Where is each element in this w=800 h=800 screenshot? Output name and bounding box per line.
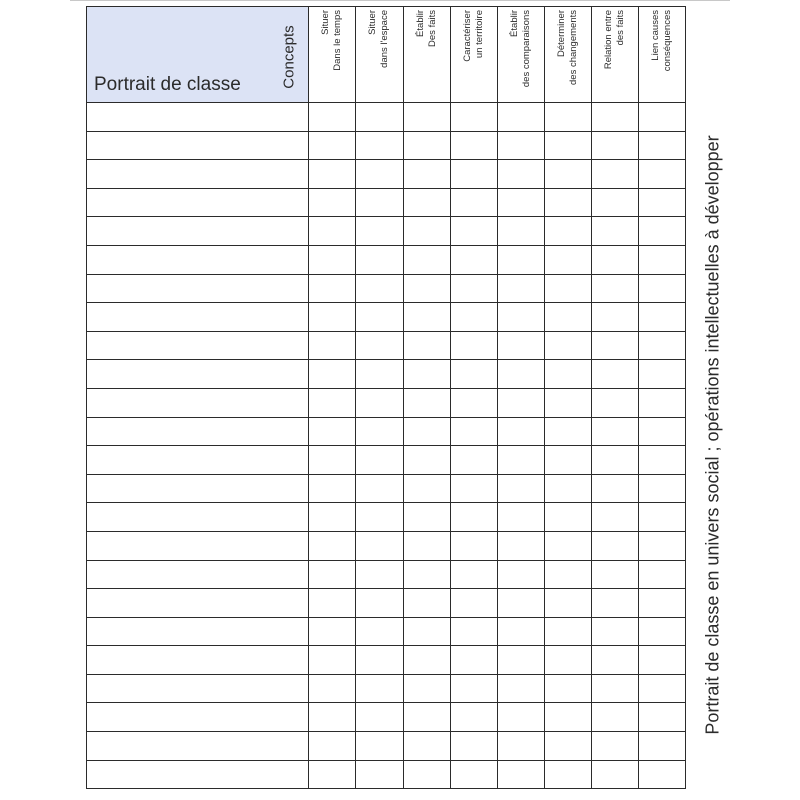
table-row bbox=[87, 360, 686, 389]
concept-cell[interactable] bbox=[591, 388, 638, 417]
concept-cell[interactable] bbox=[544, 503, 591, 532]
table-row bbox=[87, 760, 686, 789]
concept-cell[interactable] bbox=[450, 560, 497, 589]
concept-cell[interactable] bbox=[356, 474, 403, 503]
concept-cell[interactable] bbox=[309, 446, 356, 475]
concept-cell[interactable] bbox=[309, 732, 356, 761]
concept-cell[interactable] bbox=[403, 531, 450, 560]
concept-cell[interactable] bbox=[591, 703, 638, 732]
table-row bbox=[87, 732, 686, 761]
concept-cell[interactable] bbox=[497, 245, 544, 274]
student-name-cell[interactable] bbox=[87, 303, 309, 332]
student-name-cell[interactable] bbox=[87, 617, 309, 646]
concept-cell[interactable] bbox=[591, 188, 638, 217]
concept-cell[interactable] bbox=[638, 703, 685, 732]
concept-cell[interactable] bbox=[450, 503, 497, 532]
concept-cell[interactable] bbox=[591, 617, 638, 646]
concept-cell[interactable] bbox=[403, 617, 450, 646]
concept-cell[interactable] bbox=[497, 589, 544, 618]
concept-cell[interactable] bbox=[497, 417, 544, 446]
concept-cell[interactable] bbox=[497, 360, 544, 389]
concept-cell[interactable] bbox=[638, 103, 685, 132]
concept-cell[interactable] bbox=[309, 703, 356, 732]
concept-cell[interactable] bbox=[591, 646, 638, 675]
concept-cell[interactable] bbox=[544, 388, 591, 417]
column-header: Situer dans l'espace bbox=[356, 7, 403, 103]
table-body bbox=[87, 103, 686, 789]
concept-cell[interactable] bbox=[309, 417, 356, 446]
concept-cell[interactable] bbox=[309, 103, 356, 132]
concept-cell[interactable] bbox=[403, 360, 450, 389]
column-header: Situer Dans le temps bbox=[309, 7, 356, 103]
concept-cell[interactable] bbox=[591, 503, 638, 532]
concept-cell[interactable] bbox=[356, 417, 403, 446]
concept-cell[interactable] bbox=[591, 360, 638, 389]
concept-cell[interactable] bbox=[638, 732, 685, 761]
concept-cell[interactable] bbox=[638, 474, 685, 503]
table-row bbox=[87, 160, 686, 189]
concept-cell[interactable] bbox=[450, 274, 497, 303]
concept-cell[interactable] bbox=[497, 160, 544, 189]
concept-cell[interactable] bbox=[638, 160, 685, 189]
concept-cell[interactable] bbox=[497, 446, 544, 475]
student-name-cell[interactable] bbox=[87, 274, 309, 303]
concept-cell[interactable] bbox=[638, 560, 685, 589]
concept-cell[interactable] bbox=[309, 674, 356, 703]
table-row bbox=[87, 103, 686, 132]
concept-cell[interactable] bbox=[638, 674, 685, 703]
table-row bbox=[87, 503, 686, 532]
table-row bbox=[87, 446, 686, 475]
concept-cell[interactable] bbox=[544, 274, 591, 303]
concept-cell[interactable] bbox=[591, 732, 638, 761]
concept-cell[interactable] bbox=[497, 760, 544, 789]
student-name-cell[interactable] bbox=[87, 103, 309, 132]
table-row bbox=[87, 531, 686, 560]
concept-cell[interactable] bbox=[309, 245, 356, 274]
student-name-cell[interactable] bbox=[87, 360, 309, 389]
table-row bbox=[87, 274, 686, 303]
concept-cell[interactable] bbox=[497, 646, 544, 675]
concept-cell[interactable] bbox=[638, 131, 685, 160]
concept-cell[interactable] bbox=[403, 245, 450, 274]
concept-cell[interactable] bbox=[638, 417, 685, 446]
student-name-cell[interactable] bbox=[87, 760, 309, 789]
class-portrait-sheet bbox=[86, 6, 686, 789]
concept-cell[interactable] bbox=[450, 188, 497, 217]
concept-cell[interactable] bbox=[544, 131, 591, 160]
concept-cell[interactable] bbox=[356, 646, 403, 675]
concept-cell[interactable] bbox=[638, 646, 685, 675]
concept-cell[interactable] bbox=[591, 245, 638, 274]
concept-cell[interactable] bbox=[544, 103, 591, 132]
concept-cell[interactable] bbox=[356, 503, 403, 532]
top-rule bbox=[70, 0, 730, 1]
concept-cell[interactable] bbox=[403, 760, 450, 789]
concept-cell[interactable] bbox=[309, 388, 356, 417]
table-row bbox=[87, 131, 686, 160]
concept-cell[interactable] bbox=[450, 417, 497, 446]
concept-cell[interactable] bbox=[450, 732, 497, 761]
concept-cell[interactable] bbox=[403, 131, 450, 160]
concept-cell[interactable] bbox=[497, 217, 544, 246]
concept-cell[interactable] bbox=[544, 474, 591, 503]
concept-cell[interactable] bbox=[309, 217, 356, 246]
concept-cell[interactable] bbox=[638, 503, 685, 532]
concept-cell[interactable] bbox=[544, 531, 591, 560]
concept-cell[interactable] bbox=[403, 417, 450, 446]
concept-cell[interactable] bbox=[403, 160, 450, 189]
concepts-label: Concepts bbox=[280, 25, 298, 89]
concept-cell[interactable] bbox=[309, 331, 356, 360]
title-header-cell bbox=[87, 7, 309, 103]
concept-cell[interactable] bbox=[450, 531, 497, 560]
concept-cell[interactable] bbox=[591, 674, 638, 703]
concept-cell[interactable] bbox=[356, 245, 403, 274]
concept-cell[interactable] bbox=[450, 446, 497, 475]
concept-cell[interactable] bbox=[497, 674, 544, 703]
concept-cell[interactable] bbox=[356, 303, 403, 332]
concept-cell[interactable] bbox=[544, 560, 591, 589]
student-name-cell[interactable] bbox=[87, 531, 309, 560]
concept-cell[interactable] bbox=[497, 531, 544, 560]
concept-cell[interactable] bbox=[497, 560, 544, 589]
concept-cell[interactable] bbox=[356, 388, 403, 417]
concept-cell[interactable] bbox=[497, 303, 544, 332]
concept-cell[interactable] bbox=[544, 674, 591, 703]
concept-cell[interactable] bbox=[450, 474, 497, 503]
concept-cell[interactable] bbox=[403, 103, 450, 132]
concept-cell[interactable] bbox=[544, 732, 591, 761]
student-name-cell[interactable] bbox=[87, 388, 309, 417]
side-caption: Portrait de classe en univers social ; opérations intellectuelles à développer bbox=[702, 135, 723, 735]
concept-cell[interactable] bbox=[450, 303, 497, 332]
concept-cell[interactable] bbox=[638, 245, 685, 274]
class-portrait-table bbox=[86, 6, 686, 789]
student-name-cell[interactable] bbox=[87, 245, 309, 274]
student-name-cell[interactable] bbox=[87, 674, 309, 703]
concept-cell[interactable] bbox=[450, 331, 497, 360]
concept-cell[interactable] bbox=[356, 131, 403, 160]
table-row bbox=[87, 388, 686, 417]
student-name-cell[interactable] bbox=[87, 331, 309, 360]
concept-cell[interactable] bbox=[591, 131, 638, 160]
concept-cell[interactable] bbox=[356, 531, 403, 560]
concept-cell[interactable] bbox=[403, 703, 450, 732]
concept-cell[interactable] bbox=[450, 760, 497, 789]
concept-cell[interactable] bbox=[497, 617, 544, 646]
concept-cell[interactable] bbox=[638, 303, 685, 332]
column-header: Lien causes conséquences bbox=[638, 7, 685, 103]
concept-cell[interactable] bbox=[356, 732, 403, 761]
table-row bbox=[87, 303, 686, 332]
column-header: Relation entre des faits bbox=[591, 7, 638, 103]
concept-cell[interactable] bbox=[309, 131, 356, 160]
table-row bbox=[87, 617, 686, 646]
student-name-cell[interactable] bbox=[87, 732, 309, 761]
concept-cell[interactable] bbox=[544, 646, 591, 675]
concept-cell[interactable] bbox=[450, 388, 497, 417]
header-row bbox=[87, 7, 686, 103]
concept-cell[interactable] bbox=[356, 331, 403, 360]
concept-cell[interactable] bbox=[638, 446, 685, 475]
student-name-cell[interactable] bbox=[87, 474, 309, 503]
concept-cell[interactable] bbox=[356, 217, 403, 246]
student-name-cell[interactable] bbox=[87, 446, 309, 475]
student-name-cell[interactable] bbox=[87, 160, 309, 189]
student-name-cell[interactable] bbox=[87, 188, 309, 217]
concept-cell[interactable] bbox=[450, 360, 497, 389]
concept-cell[interactable] bbox=[450, 217, 497, 246]
concept-cell[interactable] bbox=[450, 617, 497, 646]
concept-cell[interactable] bbox=[544, 703, 591, 732]
student-name-cell[interactable] bbox=[87, 560, 309, 589]
concept-cell[interactable] bbox=[309, 589, 356, 618]
concept-cell[interactable] bbox=[591, 217, 638, 246]
concept-cell[interactable] bbox=[450, 245, 497, 274]
concept-cell[interactable] bbox=[497, 188, 544, 217]
concept-cell[interactable] bbox=[403, 646, 450, 675]
concept-cell[interactable] bbox=[591, 760, 638, 789]
concept-cell[interactable] bbox=[403, 388, 450, 417]
concept-cell[interactable] bbox=[544, 617, 591, 646]
student-name-cell[interactable] bbox=[87, 417, 309, 446]
concept-cell[interactable] bbox=[544, 760, 591, 789]
concept-cell[interactable] bbox=[497, 503, 544, 532]
concept-cell[interactable] bbox=[450, 103, 497, 132]
concept-cell[interactable] bbox=[638, 217, 685, 246]
concept-cell[interactable] bbox=[497, 388, 544, 417]
concept-cell[interactable] bbox=[591, 160, 638, 189]
concept-cell[interactable] bbox=[403, 188, 450, 217]
concept-cell[interactable] bbox=[544, 446, 591, 475]
student-name-cell[interactable] bbox=[87, 131, 309, 160]
concept-cell[interactable] bbox=[356, 360, 403, 389]
concept-cell[interactable] bbox=[403, 474, 450, 503]
table-row bbox=[87, 217, 686, 246]
concept-cell[interactable] bbox=[309, 760, 356, 789]
table-row bbox=[87, 474, 686, 503]
table-row bbox=[87, 703, 686, 732]
concept-cell[interactable] bbox=[309, 560, 356, 589]
concept-cell[interactable] bbox=[591, 474, 638, 503]
concept-cell[interactable] bbox=[591, 331, 638, 360]
column-header: Établir Des faits bbox=[403, 7, 450, 103]
concept-cell[interactable] bbox=[356, 160, 403, 189]
table-row bbox=[87, 560, 686, 589]
concept-cell[interactable] bbox=[638, 388, 685, 417]
student-name-cell[interactable] bbox=[87, 703, 309, 732]
concept-cell[interactable] bbox=[497, 274, 544, 303]
concept-cell[interactable] bbox=[544, 417, 591, 446]
concept-cell[interactable] bbox=[591, 560, 638, 589]
concept-cell[interactable] bbox=[638, 360, 685, 389]
column-header: Caractériser un territoire bbox=[450, 7, 497, 103]
concept-cell[interactable] bbox=[638, 331, 685, 360]
table-row bbox=[87, 331, 686, 360]
concept-cell[interactable] bbox=[356, 617, 403, 646]
concept-cell[interactable] bbox=[591, 274, 638, 303]
concept-cell[interactable] bbox=[638, 188, 685, 217]
concept-cell[interactable] bbox=[544, 331, 591, 360]
concept-cell[interactable] bbox=[638, 760, 685, 789]
concept-cell[interactable] bbox=[309, 474, 356, 503]
concept-cell[interactable] bbox=[544, 589, 591, 618]
concept-cell[interactable] bbox=[450, 646, 497, 675]
table-row bbox=[87, 674, 686, 703]
concept-cell[interactable] bbox=[591, 589, 638, 618]
concept-cell[interactable] bbox=[356, 760, 403, 789]
student-name-cell[interactable] bbox=[87, 503, 309, 532]
concept-cell[interactable] bbox=[403, 674, 450, 703]
concept-cell[interactable] bbox=[356, 703, 403, 732]
concept-cell[interactable] bbox=[638, 274, 685, 303]
student-name-cell[interactable] bbox=[87, 589, 309, 618]
concept-cell[interactable] bbox=[356, 674, 403, 703]
table-row bbox=[87, 589, 686, 618]
concept-cell[interactable] bbox=[403, 446, 450, 475]
concept-cell[interactable] bbox=[591, 417, 638, 446]
concept-cell[interactable] bbox=[356, 103, 403, 132]
concept-cell[interactable] bbox=[309, 274, 356, 303]
concept-cell[interactable] bbox=[356, 560, 403, 589]
concept-cell[interactable] bbox=[309, 188, 356, 217]
concept-cell[interactable] bbox=[544, 188, 591, 217]
concept-cell[interactable] bbox=[544, 303, 591, 332]
concept-cell[interactable] bbox=[544, 360, 591, 389]
concept-cell[interactable] bbox=[497, 474, 544, 503]
concept-cell[interactable] bbox=[403, 589, 450, 618]
student-name-cell[interactable] bbox=[87, 217, 309, 246]
concept-cell[interactable] bbox=[356, 446, 403, 475]
concept-cell[interactable] bbox=[544, 217, 591, 246]
concept-cell[interactable] bbox=[309, 503, 356, 532]
concept-cell[interactable] bbox=[356, 274, 403, 303]
column-header: Établir des comparaisons bbox=[497, 7, 544, 103]
concept-cell[interactable] bbox=[497, 103, 544, 132]
concept-cell[interactable] bbox=[356, 188, 403, 217]
concept-cell[interactable] bbox=[638, 589, 685, 618]
table-row bbox=[87, 417, 686, 446]
column-header: Déterminer des changements bbox=[544, 7, 591, 103]
table-row bbox=[87, 245, 686, 274]
concept-cell[interactable] bbox=[403, 303, 450, 332]
concept-cell[interactable] bbox=[591, 531, 638, 560]
concept-cell[interactable] bbox=[591, 303, 638, 332]
concept-cell[interactable] bbox=[544, 245, 591, 274]
concept-cell[interactable] bbox=[309, 303, 356, 332]
concept-cell[interactable] bbox=[403, 274, 450, 303]
concept-cell[interactable] bbox=[544, 160, 591, 189]
concept-cell[interactable] bbox=[450, 131, 497, 160]
concept-cell[interactable] bbox=[450, 703, 497, 732]
left-margin bbox=[0, 0, 70, 800]
concept-cell[interactable] bbox=[497, 703, 544, 732]
table-title: Portrait de classe bbox=[94, 74, 241, 95]
concept-cell[interactable] bbox=[403, 217, 450, 246]
concept-cell[interactable] bbox=[309, 160, 356, 189]
concept-cell[interactable] bbox=[450, 589, 497, 618]
concept-cell[interactable] bbox=[450, 674, 497, 703]
concept-cell[interactable] bbox=[309, 646, 356, 675]
concept-cell[interactable] bbox=[356, 589, 403, 618]
concept-cell[interactable] bbox=[309, 617, 356, 646]
concept-cell[interactable] bbox=[403, 503, 450, 532]
concept-cell[interactable] bbox=[591, 103, 638, 132]
concept-cell[interactable] bbox=[497, 732, 544, 761]
table-row bbox=[87, 188, 686, 217]
concept-cell[interactable] bbox=[403, 331, 450, 360]
concept-cell[interactable] bbox=[638, 617, 685, 646]
concept-cell[interactable] bbox=[497, 131, 544, 160]
concept-cell[interactable] bbox=[309, 360, 356, 389]
concept-cell[interactable] bbox=[497, 331, 544, 360]
concept-cell[interactable] bbox=[591, 446, 638, 475]
student-name-cell[interactable] bbox=[87, 646, 309, 675]
concept-cell[interactable] bbox=[309, 531, 356, 560]
concept-cell[interactable] bbox=[450, 160, 497, 189]
concept-cell[interactable] bbox=[638, 531, 685, 560]
concept-cell[interactable] bbox=[403, 732, 450, 761]
concept-cell[interactable] bbox=[403, 560, 450, 589]
table-row bbox=[87, 646, 686, 675]
